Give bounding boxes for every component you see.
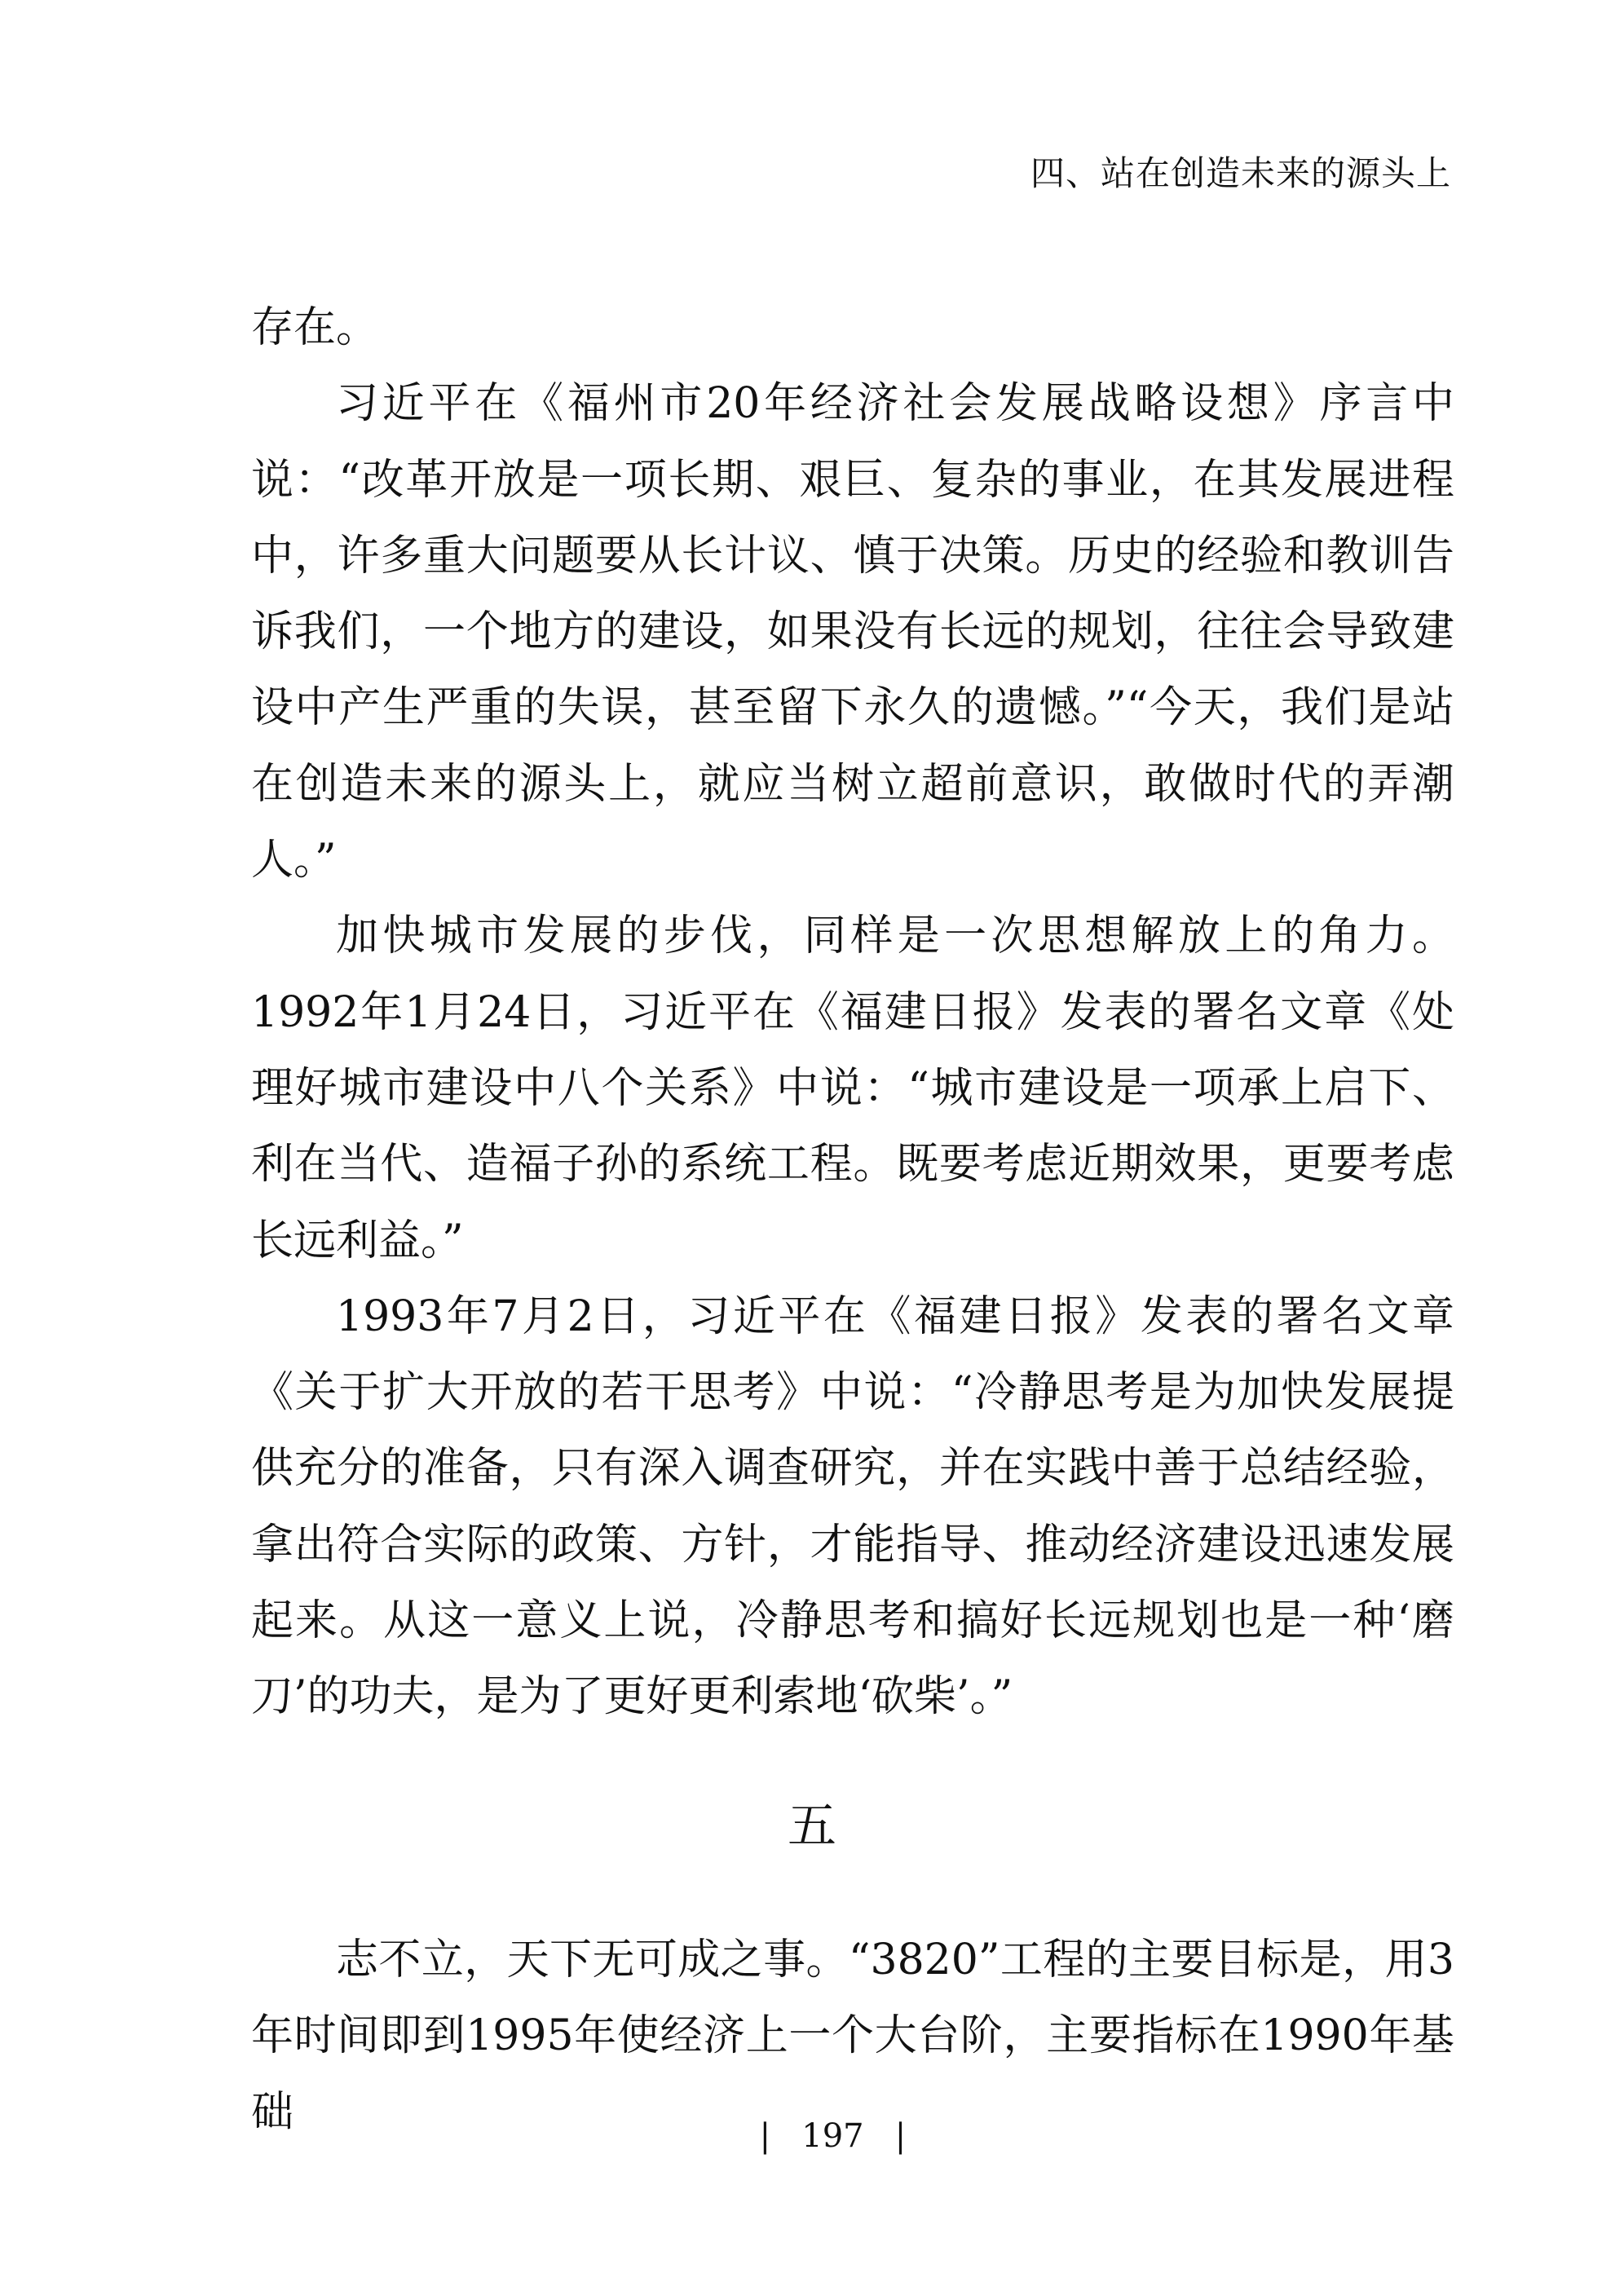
page-number-bar-right: | xyxy=(863,2117,907,2155)
paragraph-continuation: 存在。 xyxy=(251,303,379,352)
page-number-bar-left: | xyxy=(759,2117,802,2155)
page-number xyxy=(0,2087,1624,2185)
running-header: 四、站在创造未来的源头上 xyxy=(1030,153,1451,193)
paragraph: 加快城市发展的步伐，同样是一次思想解放上的角力。1992年1月24日，习近平在《福建日报》发表的署名文章《处理好城市建设中八个关系》中说：“城市建设是一项承上启下、利在当代、造福子孙的系统工程。既要考虑近期效果，更要考虑长远利益。” xyxy=(251,912,1454,1265)
paragraph: 习近平在《福州市20年经济社会发展战略设想》序言中说：“改革开放是一项长期、艰巨、复杂的事业，在其发展进程中，许多重大问题要从长计议、慎于决策。历史的经验和教训告诉我们，一个地方的建设，如果没有长远的规划，往往会导致建设中产生严重的失误，甚至留下永久的遗憾。”“今天，我们是站在创造未来的源头上，就应当树立超前意识，敢做时代的弄潮人。” xyxy=(251,379,1454,885)
paragraph: 志不立，天下无可成之事。“3820”工程的主要目标是，用3年时间即到1995年使经济上一个大台阶，主要指标在1990年基础 xyxy=(251,1936,1454,2137)
body-text xyxy=(251,290,1454,1736)
paragraph: 1993年7月2日，习近平在《福建日报》发表的署名文章《关于扩大开放的若干思考》中说：“冷静思考是为加快发展提供充分的准备，只有深入调查研究，并在实践中善于总结经验，拿出符合实际的政策、方针，才能指导、推动经济建设迅速发展起来。从这一意义上说，冷静思考和搞好长远规划也是一种‘磨刀’的功夫，是为了更好更利索地‘砍柴’。” xyxy=(251,1291,1454,1722)
section-heading: 五 xyxy=(788,1798,836,1855)
page-number-value: 197 xyxy=(801,2117,864,2155)
